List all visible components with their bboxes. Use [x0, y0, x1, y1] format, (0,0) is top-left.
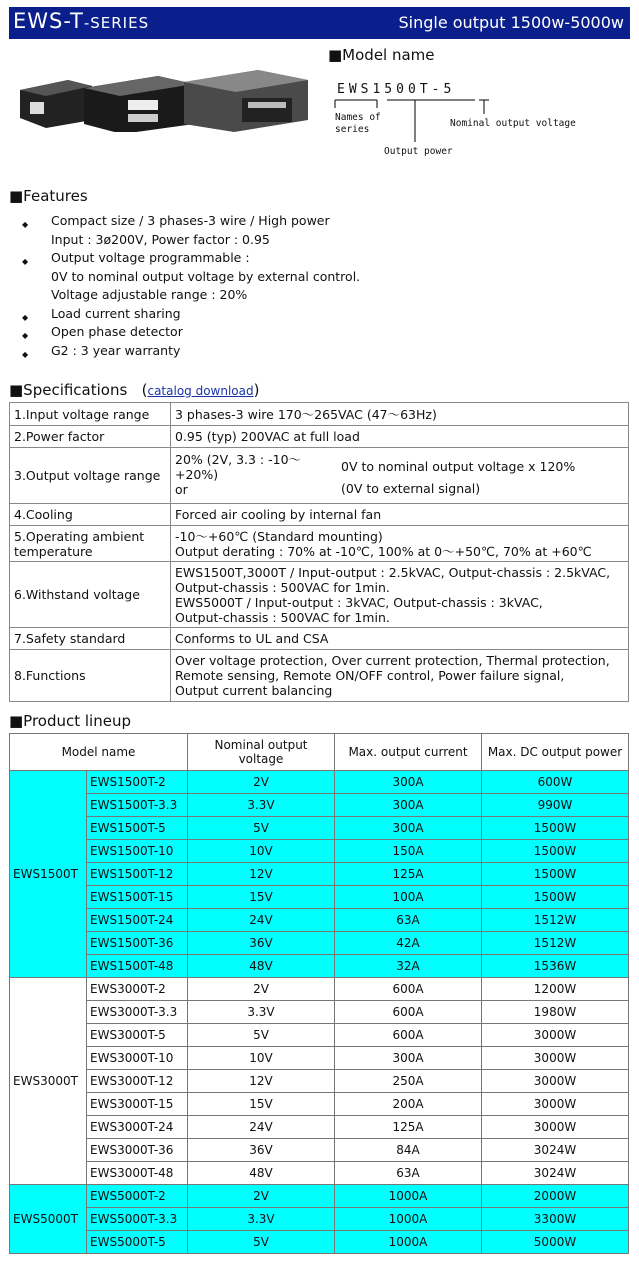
value-cell: 3000W — [482, 1070, 629, 1093]
table-row — [10, 1162, 629, 1185]
model-cell: EWS1500T-15 — [87, 886, 188, 909]
spec-value: Forced air cooling by internal fan — [171, 504, 629, 526]
model-name-title: ■Model name — [328, 46, 435, 64]
table-row — [10, 978, 629, 1001]
table-row — [10, 1116, 629, 1139]
value-cell: 2000W — [482, 1185, 629, 1208]
value-cell: 3.3V — [188, 1208, 335, 1231]
value-cell: 1000A — [335, 1208, 482, 1231]
value-cell: 600A — [335, 978, 482, 1001]
value-cell: 2V — [188, 771, 335, 794]
value-cell: 48V — [188, 955, 335, 978]
nominal-output-voltage-label: Nominal output voltage — [450, 118, 576, 129]
value-cell: 3.3V — [188, 794, 335, 817]
value-cell: 2V — [188, 1185, 335, 1208]
table-row — [10, 840, 629, 863]
spec-key: 4.Cooling — [10, 504, 171, 526]
value-cell: 3024W — [482, 1139, 629, 1162]
value-cell: 10V — [188, 840, 335, 863]
value-cell: 300A — [335, 817, 482, 840]
spec-value: 20% (2V, 3.3 : -10～+20%) or 0V to nominal output voltage x 120% (0V to external signal) — [171, 448, 629, 504]
value-cell: 3300W — [482, 1208, 629, 1231]
model-cell: EWS3000T-2 — [87, 978, 188, 1001]
value-cell: 1500W — [482, 886, 629, 909]
table-row — [10, 1139, 629, 1162]
value-cell: 32A — [335, 955, 482, 978]
model-cell: EWS1500T-24 — [87, 909, 188, 932]
spec-key: 2.Power factor — [10, 426, 171, 448]
output-power-label: Output power — [384, 146, 453, 157]
feature-item: ◆ Output voltage programmable : — [36, 249, 360, 268]
value-cell: 3.3V — [188, 1001, 335, 1024]
lineup-table — [9, 733, 629, 1254]
value-cell: 12V — [188, 1070, 335, 1093]
model-cell: EWS3000T-36 — [87, 1139, 188, 1162]
value-cell: 24V — [188, 1116, 335, 1139]
feature-sub: 0V to nominal output voltage by external control. — [51, 268, 361, 284]
table-row — [10, 817, 629, 840]
table-row — [10, 932, 629, 955]
value-cell: 3000W — [482, 1093, 629, 1116]
value-cell: 3000W — [482, 1047, 629, 1070]
table-row — [10, 1185, 629, 1208]
feature-item: ◆ Compact size / 3 phases-3 wire / High power — [36, 212, 360, 231]
table-row — [10, 1093, 629, 1116]
table-row — [10, 886, 629, 909]
value-cell: 15V — [188, 886, 335, 909]
value-cell: 5V — [188, 1024, 335, 1047]
value-cell: 1500W — [482, 817, 629, 840]
model-cell: EWS3000T-10 — [87, 1047, 188, 1070]
feature-item: ◆ Open phase detector — [36, 323, 360, 342]
table-row — [10, 1231, 629, 1254]
value-cell: 300A — [335, 1047, 482, 1070]
model-cell: EWS3000T-48 — [87, 1162, 188, 1185]
model-cell: EWS3000T-15 — [87, 1093, 188, 1116]
value-cell: 600A — [335, 1001, 482, 1024]
model-cell: EWS5000T-5 — [87, 1231, 188, 1254]
model-cell: EWS3000T-3.3 — [87, 1001, 188, 1024]
model-cell: EWS1500T-3.3 — [87, 794, 188, 817]
specifications-title: ■Specifications (catalog download) — [9, 381, 260, 399]
model-cell: EWS5000T-3.3 — [87, 1208, 188, 1231]
col-header: Max. output current — [335, 734, 482, 771]
model-cell: EWS3000T-12 — [87, 1070, 188, 1093]
features-title: ■Features — [9, 187, 88, 205]
model-cell: EWS3000T-24 — [87, 1116, 188, 1139]
value-cell: 100A — [335, 886, 482, 909]
value-cell: 1500W — [482, 840, 629, 863]
group-name-cell: EWS5000T — [10, 1185, 87, 1254]
col-header: Nominal output voltage — [188, 734, 335, 771]
value-cell: 1000A — [335, 1185, 482, 1208]
model-cell: EWS3000T-5 — [87, 1024, 188, 1047]
model-name-code: EWS1500T-5 — [337, 82, 456, 97]
value-cell: 63A — [335, 909, 482, 932]
table-row — [10, 1208, 629, 1231]
value-cell: 36V — [188, 1139, 335, 1162]
spec-key: 5.Operating ambient temperature — [10, 526, 171, 562]
model-cell: EWS1500T-36 — [87, 932, 188, 955]
names-of-series-label: Names of series — [335, 112, 381, 135]
series-title: EWS-T-SERIES — [13, 9, 150, 33]
spec-key: 6.Withstand voltage — [10, 562, 171, 628]
value-cell: 1512W — [482, 932, 629, 955]
spec-value: -10～+60℃ (Standard mounting) Output derating : 70% at -10℃, 100% at 0～+50℃, 70% at +60℃ — [171, 526, 629, 562]
value-cell: 300A — [335, 771, 482, 794]
series-subtitle: Single output 1500w-5000w — [398, 13, 624, 32]
value-cell: 1980W — [482, 1001, 629, 1024]
value-cell: 24V — [188, 909, 335, 932]
value-cell: 12V — [188, 863, 335, 886]
spec-value: 0.95 (typ) 200VAC at full load — [171, 426, 629, 448]
value-cell: 300A — [335, 794, 482, 817]
value-cell: 990W — [482, 794, 629, 817]
features-list — [36, 212, 360, 360]
model-cell: EWS1500T-5 — [87, 817, 188, 840]
col-header: Max. DC output power — [482, 734, 629, 771]
value-cell: 1000A — [335, 1231, 482, 1254]
table-row — [10, 955, 629, 978]
page-header — [9, 7, 630, 39]
feature-item: ◆ G2 : 3 year warranty — [36, 342, 360, 361]
value-cell: 1500W — [482, 863, 629, 886]
value-cell: 63A — [335, 1162, 482, 1185]
spec-value: EWS1500T,3000T / Input-output : 2.5kVAC, Output-chassis : 2.5kVAC, Output-chassis : 500VAC for 1min. EWS5000T / Input-output : 3kVAC, Output-chassis : 3kVAC, Output-chassis : 500VAC for 1min. — [171, 562, 629, 628]
table-row — [10, 794, 629, 817]
spec-value: 3 phases-3 wire 170～265VAC (47～63Hz) — [171, 403, 629, 426]
value-cell: 1536W — [482, 955, 629, 978]
table-row — [10, 909, 629, 932]
value-cell: 84A — [335, 1139, 482, 1162]
value-cell: 42A — [335, 932, 482, 955]
table-row — [10, 1024, 629, 1047]
value-cell: 3000W — [482, 1024, 629, 1047]
spec-key: 3.Output voltage range — [10, 448, 171, 504]
model-cell: EWS1500T-48 — [87, 955, 188, 978]
group-name-cell: EWS3000T — [10, 978, 87, 1185]
value-cell: 5V — [188, 1231, 335, 1254]
value-cell: 150A — [335, 840, 482, 863]
value-cell: 48V — [188, 1162, 335, 1185]
spec-key: 8.Functions — [10, 650, 171, 702]
spec-value: Over voltage protection, Over current protection, Thermal protection, Remote sensing, Remote ON/OFF control, Power failure signal, Output current balancing — [171, 650, 629, 702]
col-header: Model name — [10, 734, 188, 771]
table-row — [10, 1070, 629, 1093]
value-cell: 10V — [188, 1047, 335, 1070]
table-row — [10, 1001, 629, 1024]
value-cell: 125A — [335, 863, 482, 886]
value-cell: 3024W — [482, 1162, 629, 1185]
value-cell: 600W — [482, 771, 629, 794]
spec-key: 1.Input voltage range — [10, 403, 171, 426]
model-cell: EWS1500T-2 — [87, 771, 188, 794]
model-cell: EWS1500T-10 — [87, 840, 188, 863]
value-cell: 2V — [188, 978, 335, 1001]
value-cell: 125A — [335, 1116, 482, 1139]
group-name-cell: EWS1500T — [10, 771, 87, 978]
value-cell: 200A — [335, 1093, 482, 1116]
spec-value: Conforms to UL and CSA — [171, 628, 629, 650]
catalog-download-link[interactable]: catalog download — [147, 384, 254, 398]
value-cell: 5000W — [482, 1231, 629, 1254]
model-cell: EWS5000T-2 — [87, 1185, 188, 1208]
value-cell: 3000W — [482, 1116, 629, 1139]
product-photo — [18, 68, 318, 132]
value-cell: 1512W — [482, 909, 629, 932]
table-row — [10, 863, 629, 886]
feature-sub: Voltage adjustable range : 20% — [51, 287, 248, 302]
spec-table — [9, 402, 629, 702]
value-cell: 36V — [188, 932, 335, 955]
product-lineup-title: ■Product lineup — [9, 712, 131, 730]
table-row — [10, 771, 629, 794]
feature-sub: Input : 3ø200V, Power factor : 0.95 — [51, 231, 270, 247]
model-cell: EWS1500T-12 — [87, 863, 188, 886]
value-cell: 1200W — [482, 978, 629, 1001]
value-cell: 600A — [335, 1024, 482, 1047]
spec-key: 7.Safety standard — [10, 628, 171, 650]
value-cell: 250A — [335, 1070, 482, 1093]
value-cell: 15V — [188, 1093, 335, 1116]
feature-item: ◆ Load current sharing — [36, 305, 360, 324]
table-row — [10, 1047, 629, 1070]
value-cell: 5V — [188, 817, 335, 840]
